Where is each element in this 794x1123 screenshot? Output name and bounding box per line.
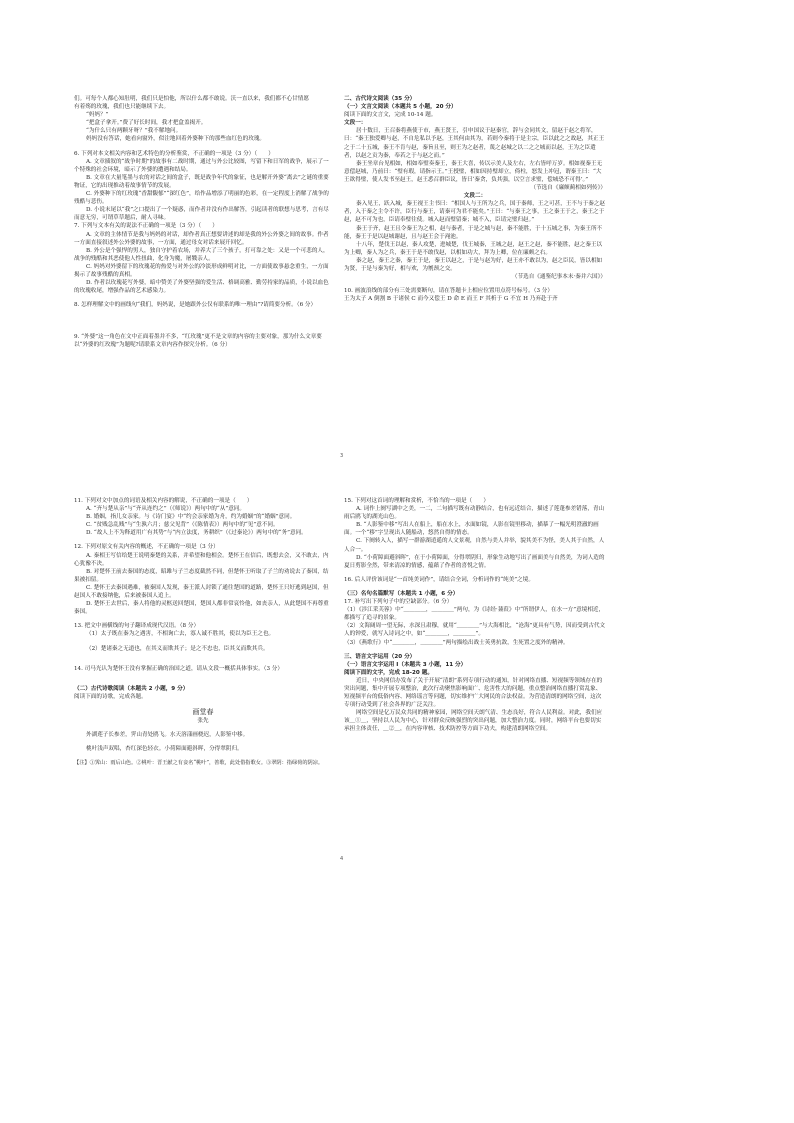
question-15-option: B. “人影鉴中移”写出人在船上，船在水上，水面如镜，人影在镜里移动，描摹了一幅光明澄澈的画面。一个“移”字呈现出人随船动，悠然自得的情态。: [344, 522, 599, 537]
question-16: 16. 后人评价该词是“一首纯美词作”，请结合全词，分析词作的“纯美”之境。: [344, 576, 534, 583]
language-intro: 阅读下面的文字，完成 18-20 题。: [344, 669, 433, 676]
question-15-option: C. 下阕转入人，描写一群游湖逍遥的人文景观，自然与美人并举，貌其美不为怪，美人其于自然，人人合一。: [344, 538, 605, 553]
question-17-item: （1）《涉江采芙蓉》中“＿＿＿＿，＿＿＿＿”两句，为《诗经·蒹葭》中“所谓伊人，在水一方”意境相近，都描写了追寻的景象。: [344, 607, 605, 622]
question-11-option: A. “齐与楚从亲”与“齐从连约之”（《师说》）两句中的“从”意同。: [86, 506, 245, 513]
question-6-option: A. 文章插叙的“战争时期”的故事有二战时期，通过与外公比较图，写留下和日军的战争，展示了一个特殊的社会环境，暗示了外婆的遭遇和结局。: [74, 158, 329, 173]
question-7-option: C. 妈妈对外婆留下的玫瑰花的热爱与对外公的冷淡形成鲜明对比，一方面使故事悬念重生，一方面揭示了故事残酷的真相。: [74, 263, 329, 278]
text-b-source: （节选自《通鉴纪事本末·秦并六国》）: [511, 274, 606, 281]
reading-intro: 阅读下面的文言文，完成 10-14 题。: [344, 112, 437, 119]
text-a-paragraph: 居十数日，王召秦将燕使于市，燕王贤王，引申国议于赵秦官，辞与会同其文，留赵于赵之将军，曰：“秦王独爱卿与赵，不自危私以予赵，王其何由其为，若则今秦将于是主宗，臣以此之之故赵，其正王之于二十五城，秦王不肯与赵，秦旨且至，则王为之赵者，蔑之赵城之以二之之城而以赵，王为之臣遣者，以赵之贡为秦，奉若之于与赵之而。”: [344, 128, 605, 159]
poem-title: 画堂春: [192, 707, 214, 716]
question-11-option: D. “故人上不为释道用广有其势”与“内立法度，务耕织”（《过秦论》）两句中的“务”意同。: [86, 530, 307, 537]
question-13-item: （2）楚诸秦之无道也，在其义而欺其子；是之不忠也，臣其义而欺其兵。: [86, 645, 269, 652]
text-b-paragraph: 秦王于齐，赵王且令秦王为之相，赵与秦者，于是之城与赵，秦不能胜，于十五城之事，为秦王所不能，秦王于是以赵城谢赵，且与赵王会于渑池。: [344, 225, 603, 240]
question-10: 10. 画波浪线的部分有三处需要断句，请在答题卡上相应位置用点符号标号。（3 分）: [344, 288, 553, 295]
question-8: 8. 怎样理解文中的画线句“我们，妈妈说，是她跟外公仅有联系的唯一理由”?请简要分析。（6 分）: [74, 302, 317, 309]
question-15-option: A. 词作上阕写湖中之美，一二，二句描写既有动静结合，也有远近结合，描述了莲蓬参差错落，青山雨后鸥飞的湖光山色。: [344, 506, 605, 521]
poem-note: 【注】①霁山：雨后山色。②桃叶：晋王献之有妾名“桃叶”，善歌，此处借指歌女。③翠阴：指绿荷的阴凉。: [74, 760, 324, 767]
question-12-option: D. 楚怀王去世后，秦人将他的灵柩送回楚国，楚国人都非常哀怜他，如丧亲人，从此楚国不再尊重秦国。: [74, 601, 329, 616]
poem-section-heading: （二）古代诗歌阅读（本题共 2 小题，9 分）: [74, 685, 189, 692]
poem-author: 张先: [197, 717, 209, 724]
bottom-right-column: [344, 497, 606, 734]
question-12-option: B. 对楚怀王前去秦国的态度，昭雎与子兰态度截然不同，但楚怀王听取了子兰的劝说去了秦国，结果被扣留。: [74, 568, 329, 583]
question-12-option: C. 楚怀王去秦国遇难，被秦国人发现，秦王派人封锁了通往楚国的道路，楚怀王只好逃到赵国，但赵国人不敢接纳他，后来被秦国人追上。: [74, 584, 329, 600]
story-line: “把盒子拿开。”费了好长时间，我才把盒盖揭开。: [86, 120, 207, 127]
bottom-left-column: [74, 497, 332, 767]
question-12-option: A. 秦相王写信给楚王说明秦楚的关系，并希望和他相会。楚怀王在信后，既想去会，又不敢去，内心犹豫不决。: [74, 552, 329, 567]
text-a-paragraph: 秦王坐章台见相如，相如奉璧奏秦王，秦王大喜，传以示美人及左右，左右皆呼万岁。相如视秦王无意偿赵城，乃前曰：“璧有瑕，请指示王。”王授璧，相如因持璧却立，倚柱，怒发上冲冠，谓秦王曰：“大王欲得璧，使人发书至赵王，赵王悉召群臣议，皆曰‘秦贪，负其强，以空言求璧，偿城恐不可得’。”: [344, 160, 603, 183]
text-b-paragraph: 秦之赵，秦王之秦，秦王于是，秦王以赵之，于是与赵为好，赵王亦不敢以为，赵之臣民，皆以相如为贤，于是与秦为好，相与欢，为刎颈之交。: [344, 257, 603, 272]
poem-line: 桃叶浅声双唱，杏红深色轻衣。小荷障面避斜晖，分得翠阴归。: [86, 746, 243, 753]
story-line: “为什么只有两颗牙呀？”我不解地问。: [86, 128, 182, 135]
language-paragraph: 网络空间是亿万民众共同的精神家园，网络空间天朗气清、生态良好，符合人民利益。对此，我们应该＿①＿，坚持以人民为中心，针对群众反映强烈的突出问题，加大整治力度。同时，网络平台也要切实承担主体责任，＿②＿，在内容审核、技术防控等方面下功夫，构建清朗网络空间。: [344, 710, 603, 733]
question-9: 9. “外婆”这一角色在文中正面着墨并不多，“红玫瑰”更不是文章的内容的主要对象，那为什么文章要以“外婆的红玫瑰”为题呢?请联系文章内容作探究分析。（6 分）: [74, 334, 322, 349]
question-12-stem: 12. 下列对原文有关内容的概述，不正确的一项是（3 分）: [74, 544, 219, 551]
text-a-label: 文段一：: [344, 120, 367, 127]
question-17-item: （2）文海阔周一望无际，水深且肃穆，就用“＿＿＿＿”与大海相比，“沧海”更具有气势，因而受到古代文人的钟爱，就写入诗词之中，如“＿＿＿＿，＿＿＿＿”。: [344, 623, 606, 638]
question-15-option: D. “小荷障面避斜晖”，在于小荷障面，分得翠阴归，形象生动地写出了画面美与自然美，为词人造的夏日剪影全然，带来清凉的情感，蕴藉了作者的喜悦之情。: [344, 554, 605, 569]
story-line: 有着殇的玫瑰，我们也只能继续下去。: [74, 104, 170, 111]
question-13-item: （1）太子既在秦为之遇害，不相询亡去，寡人诚不胜其，使以为臣王之也。: [86, 631, 275, 638]
question-14: 14. 司马光认为楚怀王没有掌握正确的治国之道，请从文段一概括具体事实。（3 分）: [74, 665, 283, 672]
question-15-stem: 15. 下列对这首词的理解和赏析，不恰当的一项是（ ）: [344, 498, 489, 504]
language-section-heading: 三、语言文字运用（20 分）: [344, 653, 416, 660]
language-subsection-heading: （一）语言文字运用 I（本题共 3 小题，11 分）: [344, 661, 467, 668]
poem-line: 外湖莲子长参差，霁山青处鸥飞。水天溶漾画桡迟，人影鉴中移。: [86, 731, 249, 738]
text-a-source: （节选自《廉颇蔺相如列传》）: [530, 185, 606, 192]
question-11-option: B. 婚姻，指儿女亲家。与《诗门宴》中“约会亲家婚为舟，约为婚姻”的“婚姻”意同。: [86, 514, 296, 521]
question-17-stem: 17. 补写出下列句子中的空缺部分。（6 分）: [344, 599, 453, 606]
question-6-option: B. 文章在大量笔墨与农的对话之间的盒子，既是战争年代的象征，也是解开外婆“离去”之谜的重要物证，它的出现推动着故事情节的发展。: [74, 174, 329, 189]
text-b-paragraph: 十八年，楚伐王以赵，秦人攻楚，进城楚，伐王城秦，王城之赵，赵王之赵，秦不能胜，赵之秦王以为上卿，秦人为之兵，秦王于是不敢伐赵，以相如功大，拜为上卿，位在廉颇之右。: [344, 241, 603, 256]
top-left-column: [74, 95, 332, 350]
story-line: 妈妈没有答话，她看向窗外，似注地回着外婆种下的那些血红色的玫瑰。: [86, 136, 266, 143]
text-b-paragraph: 秦入见王，跃入城，秦王视王主书曰：“相国人与王所为之兵，国于秦师，王之可甚，王不与于秦之赵者，入于秦之主令不许，臣行与秦王，请秦可为君不能矣。”王曰：“与秦王之事，王之秦王于之，秦王之于赵，赵不可为也，臣请奉璧往使。城入赵而璧留秦；城不入，臣请完璧归赵。”: [344, 201, 605, 224]
question-11-stem: 11. 下列对文中加点的词语及相关内容的解说，不正确的一项是（ ）: [74, 498, 253, 504]
story-line: 们。可每个人都心知肚明，我们只是怕他，所以什么都不敢说。沃一直以来，我们都不心甘情愿: [74, 96, 309, 102]
question-13-stem: 13. 把文中画横线的句子翻译成现代汉语。（8 分）: [74, 623, 200, 630]
language-paragraph: 近日，中央网信办发布了关于开展“清朗”系列专项行动的通知，针对网络直播、短视频等领域存在的突出问题，集中开展专项整治，此次行动聚焦影响面广、危害性大的问题，重点整治网络直播打赏乱象、短视频平台的低俗内容、网络谣言等问题，切实维护广大网民的合法权益。为营造清朗的网络空间，这次专项行动受到了社会各界的广泛关注。: [344, 677, 603, 709]
mingju-section-heading: （三）名句名篇默写（本题共 1 小题，6 分）: [344, 590, 459, 597]
story-line: “妈妈？”: [86, 112, 109, 119]
question-10-text: 王为太子 A 倒割 B 于诸侯 C 而今又偿王 D 命 E 而王 F 其析于 G 不宜 H 乃弃赴于齐: [344, 296, 558, 303]
subsection-heading: （一）文言文阅读（本题共 5 小题，20 分）: [344, 104, 457, 111]
text-b-label: 文段二：: [463, 193, 487, 200]
question-17-item: （3）《燕歌行》中“＿＿＿＿，＿＿＿＿”两句描绘出战士英勇抗敌，生死置之度外的精神。: [344, 639, 569, 646]
question-6-option: D. 小说末尾以“我”之口提出了一个疑惑，而作者并没有作出解答，引起读者的联想与思考，言有尽而意无穷，可谓草草题后，耐人寻味。: [74, 207, 329, 222]
poem-intro: 阅读下面的诗歌，完成各题。: [74, 693, 147, 700]
question-7-option: A. 文章的主体情节是我与妈妈的对话，却作者真正想要讲述的却是我的外公外婆之间的故事。作者一方面直接叙述外公外婆的故事，一方面，通过母女对话来展开回忆。: [74, 231, 329, 246]
top-right-column: [344, 95, 606, 303]
question-7-option: D. 作者以玫瑰花写外婆，暗中赞美了外婆坚强的爱生活、格调高雅、勤劳持家的品质，小说以血色的玫瑰收尾，增强作品的艺术感染力。: [74, 280, 329, 295]
section-heading: 二、古代诗文阅读（35 分）: [344, 96, 416, 102]
question-7-option: B. 外公是个强悍的男人，独自守护着农场，并养大了三个孩子，打可靠之处：又是一个可悲的人，战争的残酷和其恶使他人性扭曲，化身为魔，屠戮亲人。: [74, 247, 329, 262]
page-number: 3: [340, 453, 344, 459]
question-6-stem: 6. 下列对本文相关内容和艺术特色的分析鉴赏，不正确的一项是（3 分）（ ）: [74, 150, 274, 157]
question-6-option: C. 外婆种下的红玫瑰“香甜馥郁”“深红色”，给作品增添了明丽的色彩，在一定程度上消解了战争的残酷与悲伤。: [74, 191, 329, 206]
page-number: 4: [340, 856, 344, 862]
question-11-option: C. “贫贱急乱贱”与“生孰六月；慈父见背”（《陈情表》）两句中的“见”意不同。: [86, 522, 279, 529]
question-7-stem: 7. 下列与文本有关的说法不正确的一项是（3 分）（ ）: [74, 223, 218, 230]
